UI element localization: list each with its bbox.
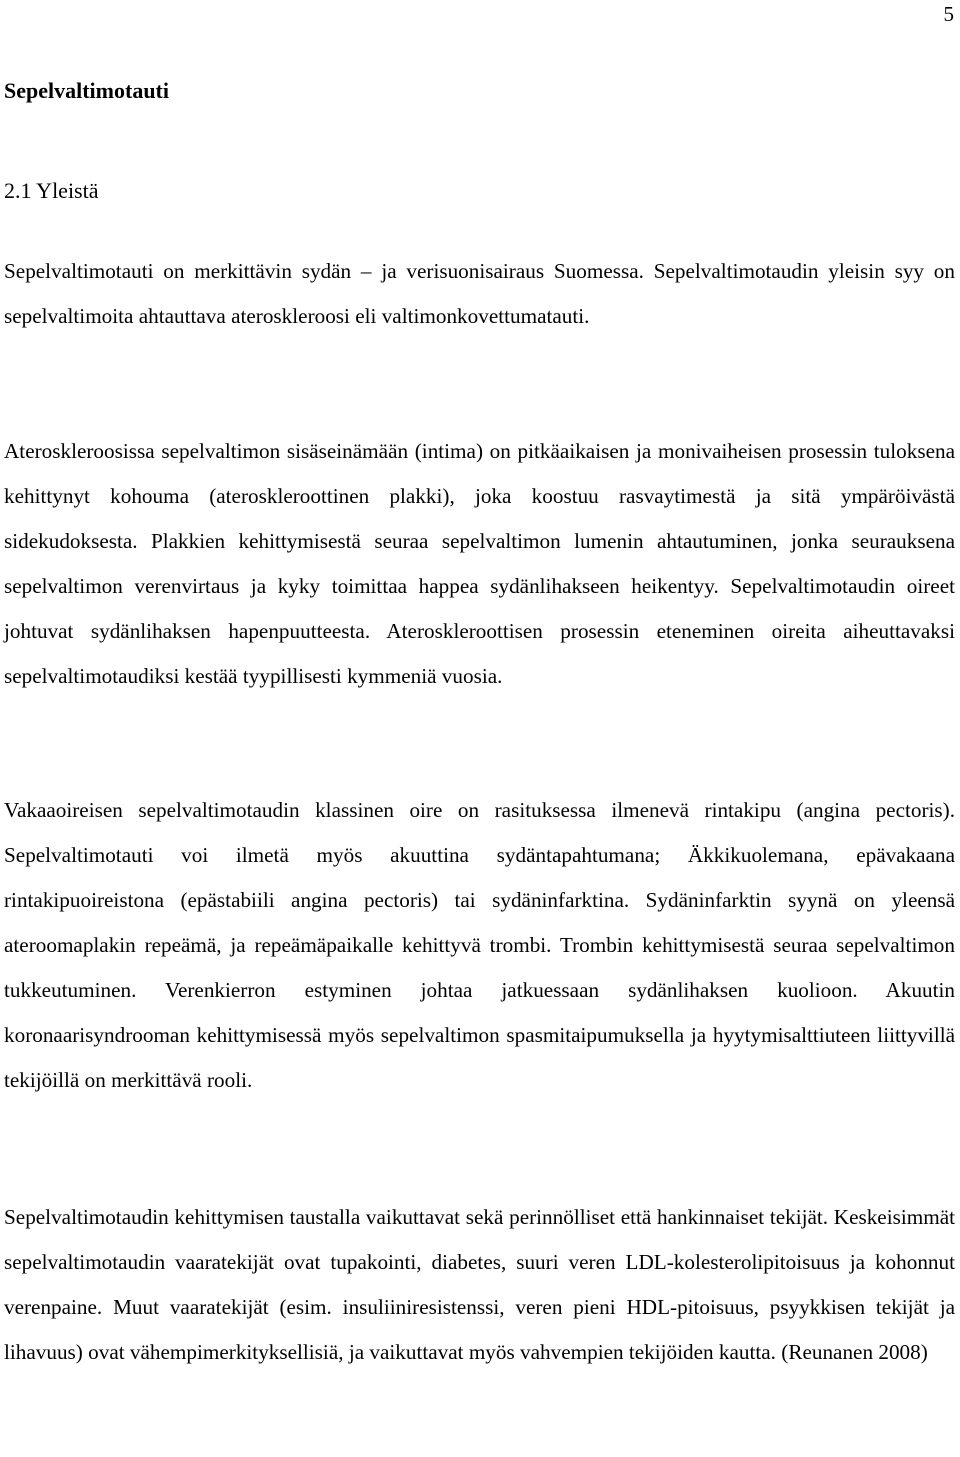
page-number: 5 <box>943 2 954 26</box>
paragraph-risk-factors: Sepelvaltimotaudin kehittymisen taustalla vaikuttavat sekä perinnölliset että hankinnaiset tekijät. Keskeisimmät sepelvaltimotaudin vaaratekijät ovat tupakointi, diabetes, suuri veren LDL-kolesterolipitoisuus ja kohonnut verenpaine. Muut vaaratekijät (esim. insuliiniresistenssi, veren pieni HDL-pitoisuus, psyykkisen tekijät ja lihavuus) ovat vähempimerkityksellisiä, ja vaikuttavat myös vahvempien tekijöiden kautta. (Reunanen 2008) <box>4 1205 955 1364</box>
paragraph-atherosclerosis: Ateroskleroosissa sepelvaltimon sisäseinämään (intima) on pitkäaikaisen ja monivaiheisen prosessin tuloksena kehittynyt kohouma (ateroskleroottinen plakki), joka koostuu rasvaytimestä ja sitä ympäröivästä sidekudoksesta. Plakkien kehittymisestä seuraa sepelvaltimon lumenin ahtautuminen, jonka seurauksena sepelvaltimon verenvirtaus ja kyky toimittaa happea sydänlihakseen heikentyy. Sepelvaltimotaudin oireet johtuvat sydänlihaksen hapenpuutteesta. Ateroskleroottisen prosessin eteneminen oireita aiheuttavaksi sepelvaltimotaudiksi kestää tyypillisesti kymmeniä vuosia. <box>4 439 955 688</box>
paragraph-intro: Sepelvaltimotauti on merkittävin sydän – ja verisuonisairaus Suomessa. Sepelvaltimotaudin yleisin syy on sepelvaltimoita ahtauttava ateroskleroosi eli valtimonkovettumatauti. <box>4 259 955 328</box>
chapter-title: Sepelvaltimotauti <box>4 78 169 103</box>
section-title: 2.1 Yleistä <box>4 178 99 203</box>
paragraph-symptoms: Vakaaoireisen sepelvaltimotaudin klassinen oire on rasituksessa ilmenevä rintakipu (angina pectoris). Sepelvaltimotauti voi ilmetä myös akuuttina sydäntapahtumana; Äkkikuolemana, epävakaana rintakipuoireistona (epästabiili angina pectoris) tai sydäninfarktina. Sydäninfarktin syynä on yleensä ateroomaplakin repeämä, ja repeämäpaikalle kehittyvä trombi. Trombin kehittymisestä seuraa sepelvaltimon tukkeutuminen. Verenkierron estyminen johtaa jatkuessaan sydänlihaksen kuolioon. Akuutin koronaarisyndrooman kehittymisessä myös sepelvaltimon spasmitaipumuksella ja hyytymisalttiuteen liittyvillä tekijöillä on merkittävä rooli. <box>4 798 955 1092</box>
